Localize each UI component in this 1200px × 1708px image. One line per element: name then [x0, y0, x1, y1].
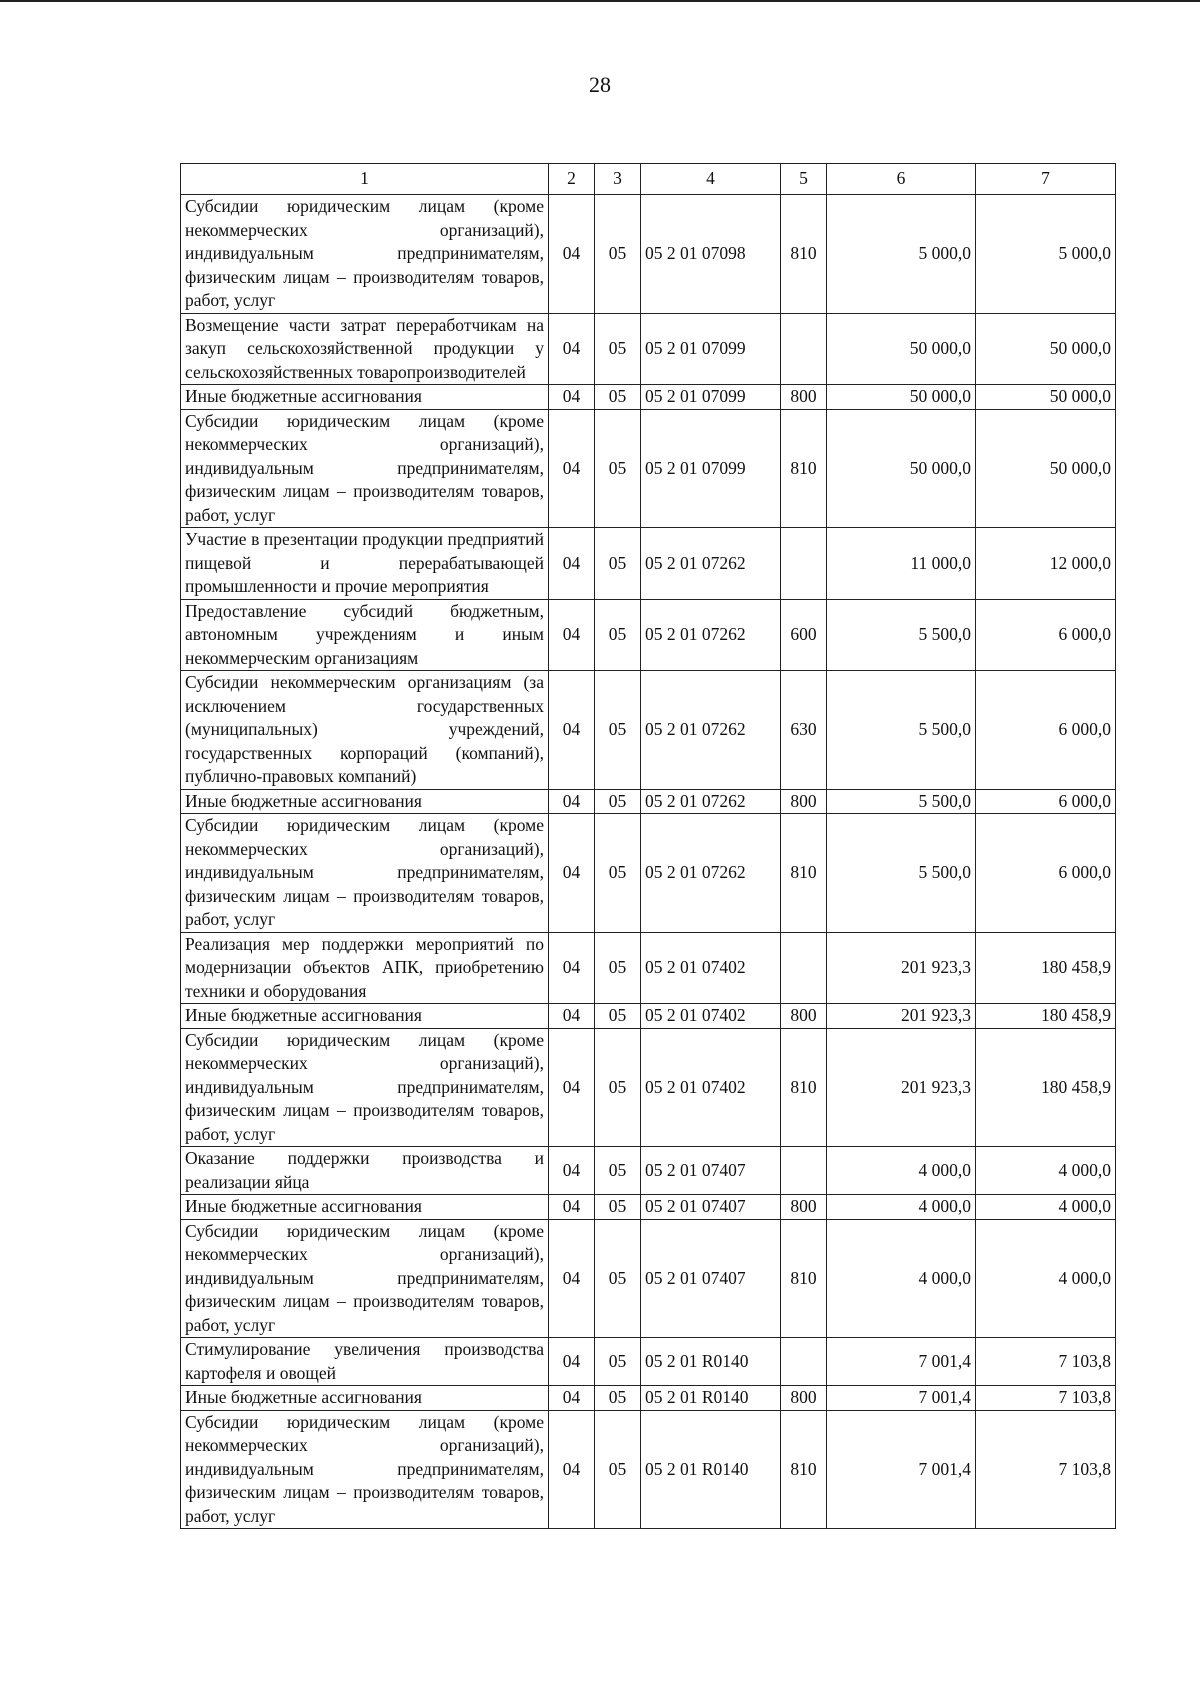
amount-year1-cell: 7 001,4	[827, 1410, 976, 1529]
section-code-cell: 04	[549, 385, 595, 410]
section-code-cell: 04	[549, 195, 595, 314]
target-article-cell: 05 2 01 07099	[641, 409, 781, 528]
amount-year2-cell: 7 103,8	[976, 1386, 1116, 1411]
amount-year2-cell: 7 103,8	[976, 1410, 1116, 1529]
amount-year1-cell: 4 000,0	[827, 1219, 976, 1338]
subsection-code-cell: 05	[595, 195, 641, 314]
section-code-cell: 04	[549, 671, 595, 790]
section-code-cell: 04	[549, 1410, 595, 1529]
column-header: 3	[595, 164, 641, 195]
table-row	[181, 1004, 1116, 1029]
amount-year1-cell: 4 000,0	[827, 1195, 976, 1220]
target-article-cell: 05 2 01 07402	[641, 932, 781, 1004]
expense-name-cell: Реализация мер поддержки мероприятий по модернизации объектов АПК, приобретению техники и оборудования	[181, 932, 549, 1004]
expense-type-cell: 810	[781, 1028, 827, 1147]
expense-name-cell: Субсидии юридическим лицам (кроме некоммерческих организаций), индивидуальным предпринимателям, физическим лицам – производителям товаров, работ, услуг	[181, 1219, 549, 1338]
amount-year2-cell: 12 000,0	[976, 528, 1116, 600]
subsection-code-cell: 05	[595, 671, 641, 790]
amount-year2-cell: 4 000,0	[976, 1147, 1116, 1195]
target-article-cell: 05 2 01 07402	[641, 1028, 781, 1147]
table-body	[181, 195, 1116, 1529]
subsection-code-cell: 05	[595, 1410, 641, 1529]
budget-table	[180, 163, 1116, 1529]
expense-name-cell: Возмещение части затрат переработчикам на закуп сельскохозяйственной продукции у сельскохозяйственных товаропроизводителей	[181, 313, 549, 385]
table-row	[181, 671, 1116, 790]
table-row	[181, 385, 1116, 410]
subsection-code-cell: 05	[595, 528, 641, 600]
column-header: 7	[976, 164, 1116, 195]
section-code-cell: 04	[549, 599, 595, 671]
subsection-code-cell: 05	[595, 789, 641, 814]
expense-name-cell: Участие в презентации продукции предприятий пищевой и перерабатывающей промышленности и прочие мероприятия	[181, 528, 549, 600]
expense-type-cell: 810	[781, 409, 827, 528]
section-code-cell: 04	[549, 932, 595, 1004]
table-row	[181, 1338, 1116, 1386]
table-row	[181, 599, 1116, 671]
table-row	[181, 409, 1116, 528]
subsection-code-cell: 05	[595, 409, 641, 528]
amount-year2-cell: 4 000,0	[976, 1219, 1116, 1338]
page-number: 28	[589, 72, 611, 97]
subsection-code-cell: 05	[595, 385, 641, 410]
amount-year2-cell: 4 000,0	[976, 1195, 1116, 1220]
section-code-cell: 04	[549, 1386, 595, 1411]
section-code-cell: 04	[549, 814, 595, 933]
amount-year2-cell: 6 000,0	[976, 814, 1116, 933]
expense-type-cell	[781, 528, 827, 600]
target-article-cell: 05 2 01 07402	[641, 1004, 781, 1029]
target-article-cell: 05 2 01 07262	[641, 671, 781, 790]
expense-name-cell: Предоставление субсидий бюджетным, автономным учреждениям и иным некоммерческим организациям	[181, 599, 549, 671]
expense-type-cell	[781, 1147, 827, 1195]
top-rule	[0, 0, 1200, 2]
amount-year1-cell: 50 000,0	[827, 313, 976, 385]
table-row	[181, 1219, 1116, 1338]
expense-type-cell: 600	[781, 599, 827, 671]
expense-name-cell: Субсидии юридическим лицам (кроме некоммерческих организаций), индивидуальным предпринимателям, физическим лицам – производителям товаров, работ, услуг	[181, 409, 549, 528]
amount-year2-cell: 5 000,0	[976, 195, 1116, 314]
table-row	[181, 1147, 1116, 1195]
section-code-cell: 04	[549, 409, 595, 528]
expense-type-cell: 810	[781, 1410, 827, 1529]
expense-type-cell: 800	[781, 1386, 827, 1411]
target-article-cell: 05 2 01 07262	[641, 789, 781, 814]
expense-name-cell: Иные бюджетные ассигнования	[181, 1386, 549, 1411]
target-article-cell: 05 2 01 07262	[641, 814, 781, 933]
amount-year1-cell: 50 000,0	[827, 409, 976, 528]
section-code-cell: 04	[549, 528, 595, 600]
target-article-cell: 05 2 01 07262	[641, 528, 781, 600]
amount-year2-cell: 180 458,9	[976, 1004, 1116, 1029]
expense-type-cell: 800	[781, 385, 827, 410]
expense-type-cell: 800	[781, 1195, 827, 1220]
table-row	[181, 789, 1116, 814]
amount-year1-cell: 7 001,4	[827, 1338, 976, 1386]
column-header: 6	[827, 164, 976, 195]
amount-year1-cell: 201 923,3	[827, 1028, 976, 1147]
expense-type-cell	[781, 932, 827, 1004]
section-code-cell: 04	[549, 1147, 595, 1195]
table-row	[181, 313, 1116, 385]
expense-name-cell: Иные бюджетные ассигнования	[181, 789, 549, 814]
amount-year2-cell: 50 000,0	[976, 409, 1116, 528]
section-code-cell: 04	[549, 313, 595, 385]
target-article-cell: 05 2 01 07407	[641, 1195, 781, 1220]
amount-year1-cell: 4 000,0	[827, 1147, 976, 1195]
amount-year2-cell: 50 000,0	[976, 313, 1116, 385]
amount-year2-cell: 180 458,9	[976, 1028, 1116, 1147]
expense-type-cell	[781, 1338, 827, 1386]
amount-year2-cell: 50 000,0	[976, 385, 1116, 410]
target-article-cell: 05 2 01 07407	[641, 1147, 781, 1195]
table-row	[181, 932, 1116, 1004]
expense-type-cell: 810	[781, 814, 827, 933]
subsection-code-cell: 05	[595, 932, 641, 1004]
subsection-code-cell: 05	[595, 313, 641, 385]
column-header: 2	[549, 164, 595, 195]
column-header: 4	[641, 164, 781, 195]
subsection-code-cell: 05	[595, 1147, 641, 1195]
section-code-cell: 04	[549, 1219, 595, 1338]
subsection-code-cell: 05	[595, 1195, 641, 1220]
amount-year1-cell: 201 923,3	[827, 932, 976, 1004]
subsection-code-cell: 05	[595, 1386, 641, 1411]
amount-year2-cell: 6 000,0	[976, 789, 1116, 814]
expense-name-cell: Иные бюджетные ассигнования	[181, 1004, 549, 1029]
section-code-cell: 04	[549, 789, 595, 814]
amount-year1-cell: 5 000,0	[827, 195, 976, 314]
amount-year1-cell: 201 923,3	[827, 1004, 976, 1029]
subsection-code-cell: 05	[595, 1219, 641, 1338]
expense-type-cell: 800	[781, 789, 827, 814]
amount-year2-cell: 180 458,9	[976, 932, 1116, 1004]
expense-name-cell: Иные бюджетные ассигнования	[181, 1195, 549, 1220]
section-code-cell: 04	[549, 1338, 595, 1386]
target-article-cell: 05 2 01 07099	[641, 313, 781, 385]
column-header: 5	[781, 164, 827, 195]
subsection-code-cell: 05	[595, 814, 641, 933]
subsection-code-cell: 05	[595, 1004, 641, 1029]
expense-name-cell: Оказание поддержки производства и реализации яйца	[181, 1147, 549, 1195]
amount-year1-cell: 50 000,0	[827, 385, 976, 410]
section-code-cell: 04	[549, 1028, 595, 1147]
expense-type-cell: 800	[781, 1004, 827, 1029]
amount-year2-cell: 7 103,8	[976, 1338, 1116, 1386]
expense-name-cell: Субсидии юридическим лицам (кроме некоммерческих организаций), индивидуальным предпринимателям, физическим лицам – производителям товаров, работ, услуг	[181, 814, 549, 933]
expense-type-cell: 810	[781, 195, 827, 314]
amount-year2-cell: 6 000,0	[976, 599, 1116, 671]
table-row	[181, 1410, 1116, 1529]
subsection-code-cell: 05	[595, 1338, 641, 1386]
section-code-cell: 04	[549, 1195, 595, 1220]
expense-name-cell: Стимулирование увеличения производства картофеля и овощей	[181, 1338, 549, 1386]
target-article-cell: 05 2 01 R0140	[641, 1386, 781, 1411]
table-row	[181, 528, 1116, 600]
expense-name-cell: Субсидии юридическим лицам (кроме некоммерческих организаций), индивидуальным предпринимателям, физическим лицам – производителям товаров, работ, услуг	[181, 195, 549, 314]
amount-year1-cell: 5 500,0	[827, 814, 976, 933]
header-row	[181, 164, 1116, 195]
table-row	[181, 1386, 1116, 1411]
target-article-cell: 05 2 01 R0140	[641, 1338, 781, 1386]
table-row	[181, 1028, 1116, 1147]
target-article-cell: 05 2 01 07262	[641, 599, 781, 671]
expense-name-cell: Субсидии юридическим лицам (кроме некоммерческих организаций), индивидуальным предпринимателям, физическим лицам – производителям товаров, работ, услуг	[181, 1410, 549, 1529]
expense-type-cell: 630	[781, 671, 827, 790]
amount-year1-cell: 5 500,0	[827, 789, 976, 814]
amount-year1-cell: 7 001,4	[827, 1386, 976, 1411]
expense-type-cell	[781, 313, 827, 385]
table-row	[181, 814, 1116, 933]
amount-year1-cell: 11 000,0	[827, 528, 976, 600]
target-article-cell: 05 2 01 07407	[641, 1219, 781, 1338]
expense-name-cell: Субсидии юридическим лицам (кроме некоммерческих организаций), индивидуальным предпринимателям, физическим лицам – производителям товаров, работ, услуг	[181, 1028, 549, 1147]
target-article-cell: 05 2 01 R0140	[641, 1410, 781, 1529]
table-row	[181, 195, 1116, 314]
amount-year1-cell: 5 500,0	[827, 671, 976, 790]
amount-year2-cell: 6 000,0	[976, 671, 1116, 790]
section-code-cell: 04	[549, 1004, 595, 1029]
table-row	[181, 1195, 1116, 1220]
expense-name-cell: Субсидии некоммерческим организациям (за исключением государственных (муниципальных) учреждений, государственных корпораций (компаний), публично-правовых компаний)	[181, 671, 549, 790]
target-article-cell: 05 2 01 07098	[641, 195, 781, 314]
subsection-code-cell: 05	[595, 599, 641, 671]
target-article-cell: 05 2 01 07099	[641, 385, 781, 410]
expense-name-cell: Иные бюджетные ассигнования	[181, 385, 549, 410]
amount-year1-cell: 5 500,0	[827, 599, 976, 671]
subsection-code-cell: 05	[595, 1028, 641, 1147]
expense-type-cell: 810	[781, 1219, 827, 1338]
column-header: 1	[181, 164, 549, 195]
